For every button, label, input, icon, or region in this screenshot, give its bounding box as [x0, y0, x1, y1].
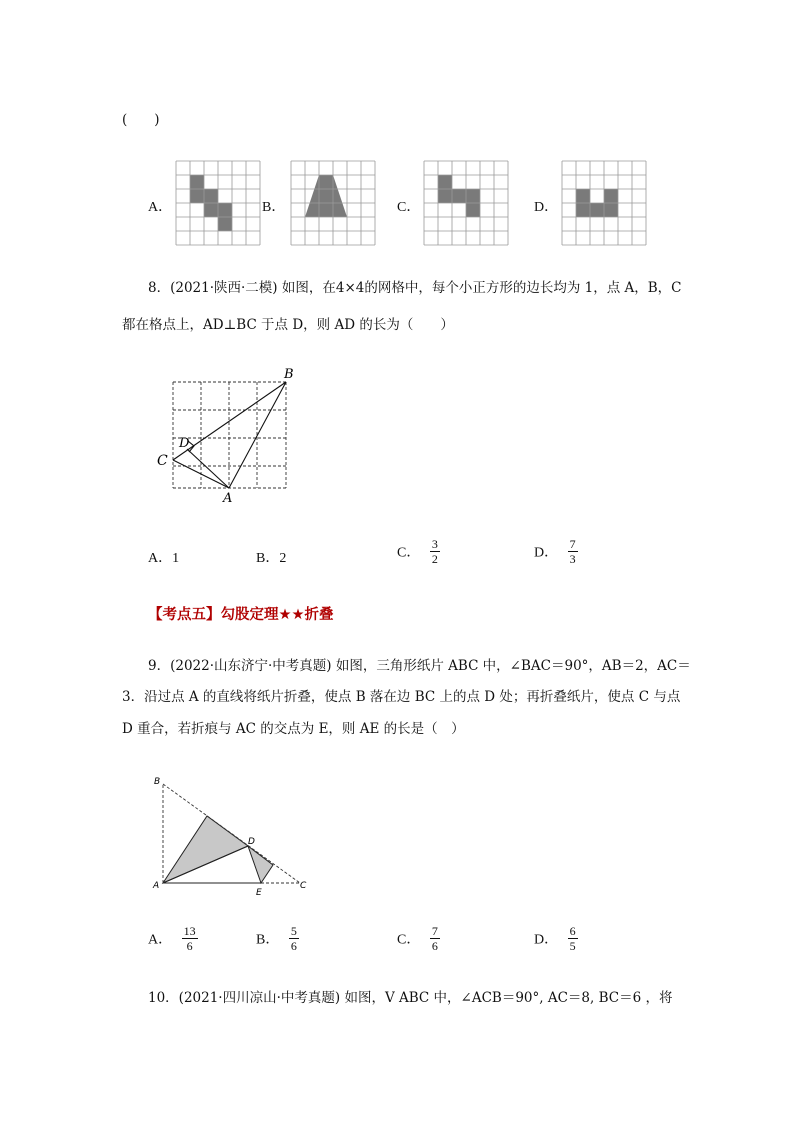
q9-label-a: A [153, 881, 160, 891]
q7-option-c-label: C． [397, 200, 421, 215]
q7-option-d-figure [562, 161, 646, 245]
q7-answer-paren: ( ) [122, 112, 160, 128]
q7-option-b-figure [291, 161, 375, 245]
q8-label-b: B [284, 367, 294, 382]
q9-label-b: B [154, 777, 161, 787]
q9-figure [150, 770, 320, 900]
q8-figure [150, 362, 310, 512]
q7-option-a-figure [176, 161, 260, 245]
q10-stem-line-1: 10．(2021·四川凉山·中考真题) 如图，V ABC 中，∠ACB＝90°, AC＝8, BC＝6 ，将 [148, 990, 673, 1006]
q7-option-a-label: A． [148, 200, 173, 215]
q8-option-c: C． $\frac{3}{2}$ [397, 537, 438, 566]
q7-option-b-label: B． [262, 200, 286, 215]
q8-label-d: D [179, 436, 190, 451]
q8-stem-line-1: 8．(2021·陕西·二模) 如图，在4×4的网格中，每个小正方形的边长均为 1，点 A，B，C [148, 280, 682, 296]
q8-option-a: A．1 [148, 551, 180, 566]
q8-option-b: B．2 [256, 551, 287, 566]
q8-option-d: D． $\frac{7}{3}$ [534, 537, 576, 566]
q9-option-d: D． $\frac{6}{5}$ [534, 924, 576, 953]
q9-option-a: A． $\frac{13}{6}$ [148, 924, 196, 953]
q9-stem-line-2: 3．沿过点 A 的直线将纸片折叠，使点 B 落在边 BC 上的点 D 处；再折叠纸片，使点 C 与点 [122, 689, 681, 705]
q9-option-c: C． $\frac{7}{6}$ [397, 924, 438, 953]
q9-label-e: E [256, 888, 262, 898]
q8-label-a: A [223, 491, 233, 506]
q9-stem-line-1: 9．(2022·山东济宁·中考真题) 如图，三角形纸片 ABC 中，∠BAC＝90°，AB＝2，AC＝ [148, 658, 691, 674]
q7-option-d-label: D． [534, 200, 559, 215]
section-title: 【考点五】勾股定理★★折叠 [148, 607, 334, 623]
q8-label-c: C [157, 453, 168, 469]
q8-stem-line-2: 都在格点上，AD⊥BC 于点 D，则 AD 的长为（ ） [122, 317, 454, 333]
q9-stem-line-3: D 重合，若折痕与 AC 的交点为 E，则 AE 的长是（ ） [122, 721, 465, 737]
q7-option-c-figure [424, 161, 508, 245]
q9-label-c: C [300, 881, 307, 891]
q9-label-d: D [248, 837, 255, 847]
q9-option-b: B． $\frac{5}{6}$ [256, 924, 297, 953]
